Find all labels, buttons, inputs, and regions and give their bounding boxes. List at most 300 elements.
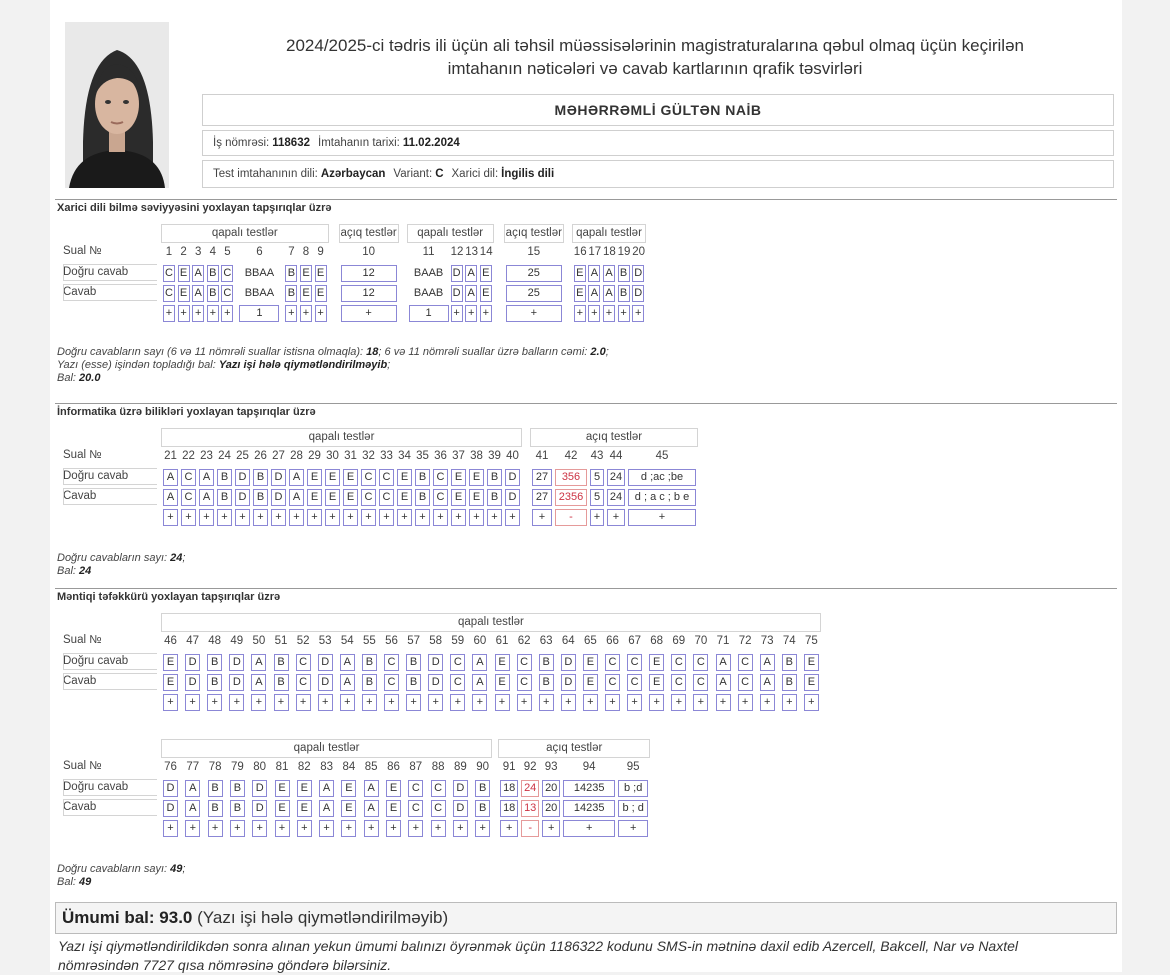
given-answer-cell: C — [671, 674, 686, 691]
given-answer-cell: E — [343, 489, 358, 506]
correct-answer-cell: B — [274, 654, 289, 671]
title-line-2: imtahanın nəticələri və cavab kartlarının qrafik təsvirləri — [447, 59, 863, 78]
result-mark-cell: + — [716, 694, 731, 711]
result-mark-cell: + — [285, 305, 297, 322]
question-number: 30 — [326, 450, 339, 462]
given-answer-cell: B — [274, 674, 289, 691]
given-answer-cell: C — [163, 285, 175, 302]
correct-answer-cell: E — [451, 469, 466, 486]
group-header: açıq testlər — [498, 739, 650, 758]
given-answer-cell: E — [315, 285, 327, 302]
correct-answer-cell: E — [804, 654, 819, 671]
given-answer-cell: A — [588, 285, 600, 302]
given-answer-cell: A — [340, 674, 355, 691]
candidate-photo — [65, 22, 169, 188]
result-mark-cell: + — [271, 509, 286, 526]
result-mark-cell: + — [207, 694, 222, 711]
correct-answer-cell: C — [605, 654, 620, 671]
result-mark-cell: + — [517, 694, 532, 711]
correct-answer-cell: D — [185, 654, 200, 671]
result-mark-cell: + — [415, 509, 430, 526]
correct-answer-cell: E — [386, 780, 401, 797]
result-mark-cell: + — [451, 305, 463, 322]
question-number: 35 — [416, 450, 429, 462]
question-number: 47 — [186, 635, 199, 647]
score-label: Bal: — [57, 372, 76, 384]
given-answer-cell: 14235 — [563, 800, 615, 817]
question-number: 1 — [165, 246, 173, 258]
question-number: 57 — [407, 635, 420, 647]
correct-answer-cell: B — [487, 469, 502, 486]
result-mark-cell: + — [574, 305, 586, 322]
correct-answer-cell: C — [163, 265, 175, 282]
question-number: 90 — [476, 761, 490, 773]
question-number: 21 — [164, 450, 177, 462]
question-number: 65 — [583, 635, 597, 647]
given-answer-cell: C — [221, 285, 233, 302]
given-answer-cell: B — [217, 489, 232, 506]
question-number: 19 — [617, 246, 631, 258]
row-label-frame — [63, 799, 157, 816]
question-number: 74 — [782, 635, 796, 647]
correct-answer-cell: E — [583, 654, 598, 671]
result-mark-cell: + — [782, 694, 797, 711]
given-answer-cell: C — [433, 489, 448, 506]
given-answer-cell: C — [181, 489, 196, 506]
correct-answer-cell: A — [588, 265, 600, 282]
given-answer-cell: C — [361, 489, 376, 506]
note-label: Doğru cavabların sayı: — [57, 863, 168, 875]
given-answer-cell: A — [251, 674, 266, 691]
given-answer-cell: C — [296, 674, 311, 691]
result-mark-cell: + — [505, 509, 520, 526]
correct-answer-cell: D — [163, 780, 178, 797]
result-mark-cell: - — [521, 820, 539, 837]
correct-answer-cell: A — [199, 469, 214, 486]
group-header: qapalı testlər — [161, 224, 329, 243]
group-header: qapalı testlər — [161, 613, 821, 632]
variant-label: Variant: — [393, 168, 433, 180]
result-mark-cell: + — [319, 820, 334, 837]
group-header: açıq testlər — [530, 428, 698, 447]
correct-answer-cell: B — [207, 265, 219, 282]
correct-answer-cell: D — [561, 654, 576, 671]
row-label: Sual № — [63, 760, 102, 772]
result-mark-cell: + — [607, 509, 625, 526]
correct-answer-cell: E — [574, 265, 586, 282]
question-number: 58 — [429, 635, 443, 647]
correct-answer-cell: D — [252, 780, 267, 797]
question-number: 59 — [451, 635, 465, 647]
question-number: 22 — [182, 450, 195, 462]
note-label: Yazı (esse) işindən topladığı bal: — [57, 359, 216, 371]
correct-answer-cell: E — [649, 654, 664, 671]
correct-answer-cell: 18 — [500, 780, 518, 797]
result-mark-cell: + — [341, 305, 397, 322]
correct-answer-cell: D — [451, 265, 463, 282]
result-mark-cell: + — [251, 694, 266, 711]
given-answer-cell: E — [300, 285, 312, 302]
given-answer-cell: C — [408, 800, 423, 817]
section-note-1: Doğru cavabların sayı (6 və 11 nömrəli suallar istisna olmaqla): 18; 6 və 11 nömrəli suallar üzrə balların cəmi: 2.0; — [57, 346, 609, 358]
correct-answer-cell: B — [539, 654, 554, 671]
given-answer-cell: A — [192, 285, 204, 302]
correct-answer-cell: C — [384, 654, 399, 671]
result-mark-cell: + — [408, 820, 423, 837]
result-mark-cell: + — [207, 305, 219, 322]
question-number: 44 — [609, 450, 623, 462]
question-number: 64 — [561, 635, 575, 647]
question-number: 46 — [164, 635, 177, 647]
question-number: 16 — [573, 246, 587, 258]
correct-answer-cell: C — [296, 654, 311, 671]
correct-answer-cell: C — [627, 654, 642, 671]
correct-answer-cell: E — [480, 265, 492, 282]
note-value: Yazı işi hələ qiymətləndirilməyib — [218, 359, 388, 371]
given-answer-cell: B — [253, 489, 268, 506]
group-header: açıq testlər — [504, 224, 564, 243]
section-score — [57, 565, 91, 578]
section-foreign-language — [55, 199, 1117, 404]
given-answer-cell: D — [185, 674, 200, 691]
given-answer-cell: A — [603, 285, 615, 302]
given-answer-cell: A — [289, 489, 304, 506]
given-answer-cell: C — [384, 674, 399, 691]
result-mark-cell: + — [181, 509, 196, 526]
question-number: 7 — [288, 246, 295, 258]
row-label: Sual № — [63, 449, 102, 461]
given-answer-cell: D — [505, 489, 520, 506]
given-answer-cell: C — [627, 674, 642, 691]
correct-answer-cell: D — [271, 469, 286, 486]
result-mark-cell: + — [628, 509, 696, 526]
exam-info-row-2 — [202, 160, 1114, 188]
given-answer-cell: 13 — [521, 800, 539, 817]
row-label-frame — [63, 468, 157, 485]
given-answer-cell: E — [397, 489, 412, 506]
given-answer-cell: b ; d — [618, 800, 648, 817]
given-answer-cell: E — [495, 674, 510, 691]
given-answer-cell: B — [487, 489, 502, 506]
group-header: qapalı testlər — [161, 739, 492, 758]
given-answer-cell: A — [760, 674, 775, 691]
question-number: 12 — [450, 246, 464, 258]
result-mark-cell: + — [384, 694, 399, 711]
group-header: qapalı testlər — [407, 224, 494, 243]
question-number: 62 — [517, 635, 531, 647]
correct-answer-cell: B — [253, 469, 268, 486]
given-answer-cell: 25 — [506, 285, 562, 302]
correct-answer-cell: C — [450, 654, 465, 671]
given-answer-cell: E — [178, 285, 190, 302]
correct-answer-cell: E — [343, 469, 358, 486]
note-label: Doğru cavabların sayı (6 və 11 nömrəli suallar istisna olmaqla): — [57, 346, 364, 358]
given-answer-cell: E — [307, 489, 322, 506]
correct-answer-cell: B — [475, 780, 490, 797]
given-answer-cell: E — [341, 800, 356, 817]
given-answer-cell: B — [208, 800, 223, 817]
correct-answer-cell: C — [517, 654, 532, 671]
result-mark-cell: + — [451, 509, 466, 526]
question-number: 10 — [362, 246, 375, 258]
correct-answer-cell: C — [408, 780, 423, 797]
question-number: 49 — [230, 635, 244, 647]
result-mark-cell: + — [542, 820, 560, 837]
result-mark-cell: + — [738, 694, 753, 711]
question-number: 25 — [236, 450, 249, 462]
result-mark-cell: + — [185, 820, 200, 837]
given-answer-cell: C — [693, 674, 708, 691]
question-number: 20 — [632, 246, 645, 258]
correct-answer-cell: D — [505, 469, 520, 486]
given-answer-cell: E — [163, 674, 178, 691]
correct-answer-cell: A — [716, 654, 731, 671]
score-value: 49 — [79, 876, 92, 888]
correct-answer-cell: A — [364, 780, 379, 797]
result-mark-cell: + — [506, 305, 562, 322]
result-mark-cell: + — [221, 305, 233, 322]
result-mark-cell: + — [361, 509, 376, 526]
row-label: Cavab — [63, 675, 97, 687]
correct-answer-cell: A — [465, 265, 477, 282]
question-number: 34 — [398, 450, 411, 462]
question-number: 67 — [628, 635, 641, 647]
correct-answer-cell: A — [603, 265, 615, 282]
question-number: 26 — [254, 450, 267, 462]
correct-answer-cell: C — [433, 469, 448, 486]
result-mark-cell: 1 — [409, 305, 449, 322]
result-mark-cell: + — [453, 820, 468, 837]
question-number: 14 — [479, 246, 493, 258]
correct-answer-cell: D — [428, 654, 443, 671]
question-number: 24 — [218, 450, 231, 462]
result-mark-cell: + — [472, 694, 487, 711]
question-number: 68 — [650, 635, 664, 647]
result-mark-cell: + — [583, 694, 598, 711]
question-number: 31 — [344, 450, 357, 462]
correct-answer-cell: B — [217, 469, 232, 486]
given-answer-cell: E — [583, 674, 598, 691]
correct-answer-cell: C — [379, 469, 394, 486]
correct-answer-cell: A — [163, 469, 178, 486]
correct-answer-cell: 14235 — [563, 780, 615, 797]
given-answer-cell: D — [163, 800, 178, 817]
score-label: Bal: — [57, 565, 76, 577]
correct-answer-cell: D — [229, 654, 244, 671]
result-mark-cell: - — [555, 509, 587, 526]
given-answer-cell: A — [163, 489, 178, 506]
question-number: 66 — [606, 635, 619, 647]
given-answer-cell: C — [605, 674, 620, 691]
group-header: qapalı testlər — [572, 224, 646, 243]
note-value: 49 — [170, 863, 183, 875]
correct-answer-cell: b ;d — [618, 780, 648, 797]
question-number: 77 — [186, 761, 200, 773]
result-mark-cell: + — [275, 820, 290, 837]
result-mark-cell: + — [539, 694, 554, 711]
result-mark-cell: + — [192, 305, 204, 322]
correct-answer-cell: A — [185, 780, 200, 797]
correct-answer-cell: B — [208, 780, 223, 797]
question-number: 83 — [320, 761, 333, 773]
given-answer-cell: E — [325, 489, 340, 506]
title-line-1: 2024/2025-ci tədris ili üçün ali təhsil müəssisələrinin magistraturalarına qəbul olmaq üçün keçirilən — [286, 36, 1024, 55]
given-answer-cell: C — [431, 800, 446, 817]
section-score — [57, 372, 100, 385]
question-number: 23 — [200, 450, 213, 462]
question-number: 85 — [364, 761, 378, 773]
correct-answer-cell: 356 — [555, 469, 587, 486]
question-number: 95 — [626, 761, 640, 773]
correct-answer-cell: E — [178, 265, 190, 282]
given-answer-cell: A — [185, 800, 200, 817]
given-answer-cell: B — [475, 800, 490, 817]
given-answer-cell: 24 — [607, 489, 625, 506]
question-number: 70 — [694, 635, 708, 647]
section-note-2: Yazı (esse) işindən topladığı bal: Yazı işi hələ qiymətləndirilməyib; — [57, 359, 391, 371]
given-answer-cell: A — [319, 800, 334, 817]
correct-answer-cell: 20 — [542, 780, 560, 797]
correct-answer-cell: E — [325, 469, 340, 486]
result-mark-cell: + — [307, 509, 322, 526]
question-number: 39 — [488, 450, 501, 462]
total-value: 93.0 — [159, 908, 193, 927]
correct-answer-cell: E — [297, 780, 312, 797]
section-logic — [55, 588, 1117, 901]
question-number: 33 — [380, 450, 393, 462]
given-answer-cell: d ; a c ; b e — [628, 489, 696, 506]
note-value: 2.0 — [590, 346, 606, 358]
row-label: Doğru cavab — [63, 781, 129, 793]
result-mark-cell: + — [340, 694, 355, 711]
result-mark-cell: + — [618, 305, 630, 322]
given-answer-cell: C — [738, 674, 753, 691]
result-mark-cell: + — [163, 305, 175, 322]
correct-answer-cell: E — [495, 654, 510, 671]
question-number: 93 — [544, 761, 558, 773]
question-number: 51 — [274, 635, 288, 647]
work-no-value: 118632 — [272, 137, 310, 149]
given-answer-cell: E — [386, 800, 401, 817]
correct-answer-cell: C — [738, 654, 753, 671]
score-value: 20.0 — [79, 372, 101, 384]
section-title: İnformatika üzrə bilikləri yoxlayan tapşırıqlar üzrə — [57, 406, 316, 418]
result-mark-cell: + — [804, 694, 819, 711]
result-mark-cell: + — [588, 305, 600, 322]
lang-label: Test imtahanının dili: — [213, 168, 318, 180]
document-title — [200, 34, 1110, 80]
result-mark-cell: + — [632, 305, 644, 322]
question-number: 79 — [230, 761, 244, 773]
question-number: 89 — [453, 761, 467, 773]
row-label-frame — [63, 673, 157, 690]
question-number: 29 — [308, 450, 321, 462]
result-mark-cell: + — [235, 509, 250, 526]
section-title: Xarici dili bilmə səviyyəsini yoxlayan tapşırıqlar üzrə — [57, 202, 332, 214]
result-mark-cell: + — [163, 694, 178, 711]
note-label: Doğru cavabların sayı: — [57, 552, 168, 564]
row-label-frame — [63, 653, 157, 670]
row-label: Doğru cavab — [63, 470, 129, 482]
question-number: 15 — [527, 246, 541, 258]
foreign-label: Xarici dil: — [451, 168, 499, 180]
note-value: 18 — [366, 346, 379, 358]
result-mark-cell: + — [362, 694, 377, 711]
given-answer-cell: C — [379, 489, 394, 506]
question-number: 17 — [588, 246, 602, 258]
question-number: 4 — [209, 246, 216, 258]
given-answer-cell: D — [632, 285, 644, 302]
question-number: 76 — [164, 761, 177, 773]
given-answer-cell: B — [230, 800, 245, 817]
correct-answer-cell: A — [319, 780, 334, 797]
question-number: 36 — [434, 450, 447, 462]
given-answer-cell: E — [451, 489, 466, 506]
question-number: 42 — [564, 450, 578, 462]
correct-answer-cell: C — [181, 469, 196, 486]
correct-answer-cell: A — [340, 654, 355, 671]
result-mark-cell: + — [480, 305, 492, 322]
given-answer-cell: D — [561, 674, 576, 691]
result-mark-cell: + — [178, 305, 190, 322]
correct-answer-cell: E — [397, 469, 412, 486]
question-number: 54 — [340, 635, 354, 647]
correct-answer-cell: B — [618, 265, 630, 282]
result-mark-cell: + — [500, 820, 518, 837]
question-number: 38 — [470, 450, 483, 462]
note-value: 24 — [170, 552, 183, 564]
given-answer-cell: E — [469, 489, 484, 506]
correct-answer-cell: E — [315, 265, 327, 282]
row-label: Sual № — [63, 634, 102, 646]
sms-instruction: Yazı işi qiymətləndirildikdən sonra alınan yekun ümumi balınızı öyrənmək üçün 1186322 kodunu SMS-in mətninə daxil edib Azercell, Bakcell, Nar və Naxtel nömrəsindən 7727 qısa nömrəsinə göndərə bilərsiniz. — [58, 938, 1019, 973]
note-label: 6 və 11 nömrəli suallar üzrə balların cəmi: — [384, 346, 588, 358]
question-number: 87 — [409, 761, 423, 773]
section-informatics — [55, 403, 1117, 589]
group-header: açıq testlər — [339, 224, 399, 243]
question-number: 91 — [502, 761, 516, 773]
result-mark-cell: + — [386, 820, 401, 837]
correct-answer-cell: 5 — [590, 469, 604, 486]
question-number: 5 — [224, 246, 231, 258]
correct-answer-cell: 24 — [607, 469, 625, 486]
correct-answer-cell: D — [235, 469, 250, 486]
correct-answer-cell: E — [163, 654, 178, 671]
section-title: Məntiqi təfəkkürü yoxlayan tapşırıqlar üzrə — [57, 591, 281, 603]
result-mark-cell: + — [274, 694, 289, 711]
result-mark-cell: + — [229, 694, 244, 711]
question-number: 48 — [208, 635, 222, 647]
given-answer-cell: 5 — [590, 489, 604, 506]
result-mark-cell: + — [300, 305, 312, 322]
row-label-frame — [63, 264, 157, 281]
given-answer-cell: E — [297, 800, 312, 817]
correct-answer-cell: 27 — [532, 469, 552, 486]
score-value: 24 — [79, 565, 92, 577]
result-mark-cell: + — [760, 694, 775, 711]
correct-answer-cell: BBAA — [239, 265, 279, 282]
question-number: 11 — [422, 246, 435, 258]
question-number: 88 — [431, 761, 445, 773]
work-no-label: İş nömrəsi: — [213, 137, 270, 149]
result-mark-cell: + — [487, 509, 502, 526]
given-answer-cell: B — [415, 489, 430, 506]
question-number: 41 — [535, 450, 549, 462]
correct-answer-cell: E — [469, 469, 484, 486]
result-mark-cell: + — [603, 305, 615, 322]
correct-answer-cell: C — [671, 654, 686, 671]
correct-answer-cell: A — [251, 654, 266, 671]
